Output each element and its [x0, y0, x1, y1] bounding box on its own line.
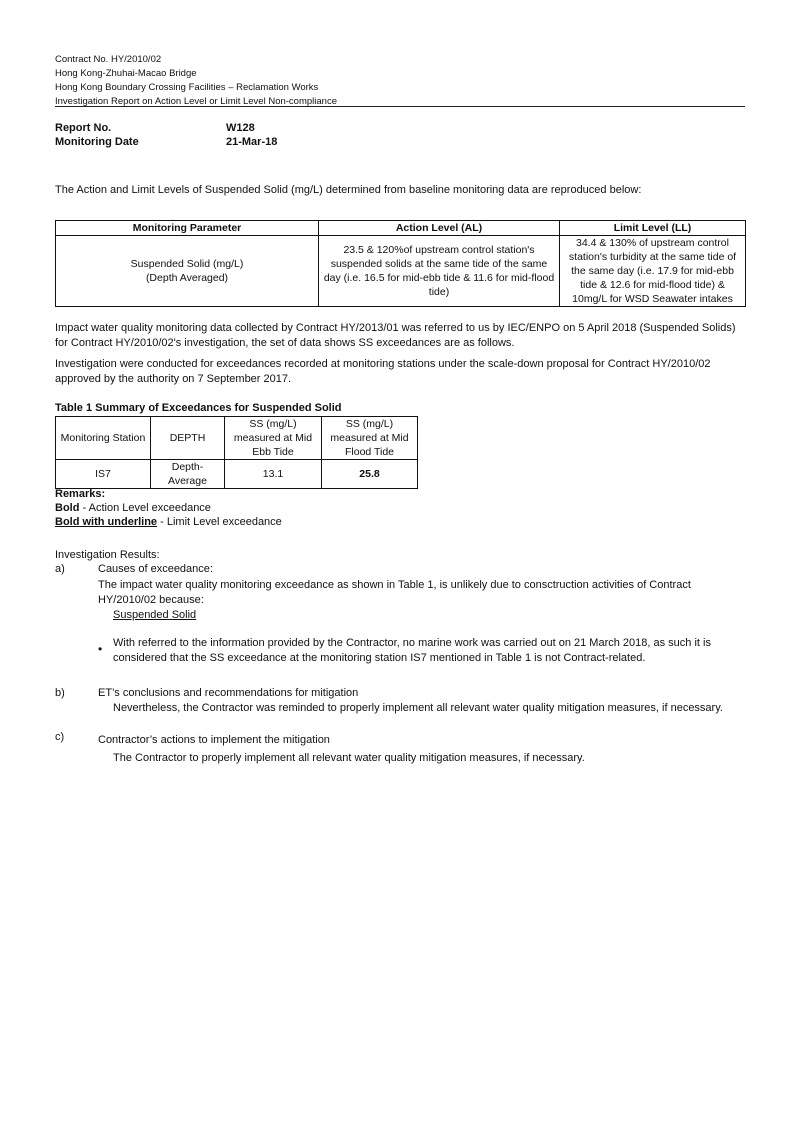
cell-station: IS7: [56, 460, 151, 489]
remarks-title: Remarks:: [55, 488, 106, 500]
intro-text: The Action and Limit Levels of Suspended Solid (mg/L) determined from baseline monitoring data are reproduced below:: [55, 184, 642, 196]
levels-table-header: [56, 221, 746, 236]
remarks-bold-label: Bold: [55, 502, 80, 514]
table-row: [56, 460, 418, 489]
report-no-value: W128: [226, 122, 255, 134]
levels-table-row: [56, 236, 746, 307]
header-facility: Hong Kong Boundary Crossing Facilities – Reclamation Works: [55, 82, 319, 93]
item-b-marker: b): [55, 687, 65, 699]
item-c-title: Contractor’s actions to implement the mitigation: [98, 734, 330, 746]
header-contract-no: Contract No. HY/2010/02: [55, 54, 162, 65]
cell-limit-level: 34.4 & 130% of upstream control station's turbidity at the same tide of the same day (i.e. 17.9 for mid-ebb tide & 12.6 for mid-flood tide) & 10mg/L for WSD Seawater intakes: [560, 236, 746, 307]
flood-header-line2: measured at Mid: [330, 432, 409, 444]
bullet-icon: •: [98, 642, 103, 656]
remarks-underline-text: - Limit Level exceedance: [157, 516, 282, 528]
paragraph-investigation: Investigation were conducted for exceedances recorded at monitoring stations under the scale-down proposal for Contract HY/2010/02 approved by the authority on 7 September 2017.: [55, 358, 711, 385]
cell-parameter: [56, 236, 319, 307]
item-a-text: The impact water quality monitoring exceedance as shown in Table 1, is unlikely due to consctruction activities of Contract HY/2010/02 because:: [98, 579, 691, 606]
exceedance-table-header: [56, 417, 418, 460]
item-c-text: The Contractor to properly implement all relevant water quality mitigation measures, if necessary.: [113, 752, 585, 764]
col-monitoring-parameter: Monitoring Parameter: [56, 221, 319, 236]
remarks-underline: [55, 516, 282, 528]
col-limit-level: Limit Level (LL): [560, 221, 746, 236]
monitoring-date-value: 21-Mar-18: [226, 136, 278, 148]
depth-line2: Average: [168, 475, 207, 487]
col-station: Monitoring Station: [56, 417, 151, 460]
cell-action-level: 23.5 & 120%of upstream control station's suspended solids at the same tide of the same day (i.e. 16.5 for mid-ebb tide & 11.6 for mid-flood tide): [319, 236, 560, 307]
remarks-underline-label: Bold with underline: [55, 516, 158, 528]
remarks-bold-text: - Action Level exceedance: [79, 502, 211, 514]
report-no-label: Report No.: [55, 122, 112, 134]
table1-title: Table 1 Summary of Exceedances for Suspended Solid: [55, 402, 342, 414]
parameter-line1: Suspended Solid (mg/L): [130, 258, 244, 270]
item-c-marker: c): [55, 731, 65, 743]
results-title: Investigation Results:: [55, 549, 160, 561]
col-ebb: [225, 417, 322, 460]
header-rule: [55, 106, 745, 107]
col-action-level: Action Level (AL): [319, 221, 560, 236]
flood-header-line3: Flood Tide: [344, 446, 395, 458]
ebb-header-line3: Ebb Tide: [252, 446, 294, 458]
item-a-title: Causes of exceedance:: [98, 563, 213, 575]
item-b-text: Nevertheless, the Contractor was reminded to properly implement all relevant water quality mitigation measures, if necessary.: [113, 702, 723, 714]
col-depth: DEPTH: [151, 417, 225, 460]
paragraph-data-source: Impact water quality monitoring data collected by Contract HY/2013/01 was referred to us by IEC/ENPO on 5 April 2018 (Suspended Solids) for Contract HY/2010/02's investigation, the set of data shows SS exceedances are as follows.: [55, 322, 736, 349]
ebb-header-line1: SS (mg/L): [249, 418, 297, 430]
col-flood: [322, 417, 418, 460]
depth-line1: Depth-: [171, 461, 204, 473]
remarks-bold: [55, 502, 211, 514]
item-b-title: ET’s conclusions and recommendations for mitigation: [98, 687, 359, 699]
levels-table: [55, 220, 746, 307]
exceedance-table: [55, 416, 418, 489]
ebb-header-line2: measured at Mid: [233, 432, 313, 444]
item-a-bullet-text: With referred to the information provided by the Contractor, no marine work was carried out on 21 March 2018, as such it is considered that the SS exceedance at the monitoring station IS7 mentioned in Table 1 is not Contract-related.: [113, 637, 711, 664]
parameter-line2: (Depth Averaged): [145, 272, 229, 284]
item-a-marker: a): [55, 563, 65, 575]
flood-header-line1: SS (mg/L): [345, 418, 394, 430]
cell-depth: [151, 460, 225, 489]
header-report-type: Investigation Report on Action Level or Limit Level Non-compliance: [55, 96, 337, 107]
monitoring-date-label: Monitoring Date: [55, 136, 139, 148]
cell-flood-value: 25.8: [322, 460, 418, 489]
item-a-subheading: Suspended Solid: [113, 609, 197, 621]
header-project: Hong Kong-Zhuhai-Macao Bridge: [55, 68, 197, 79]
cell-ebb-value: 13.1: [225, 460, 322, 489]
